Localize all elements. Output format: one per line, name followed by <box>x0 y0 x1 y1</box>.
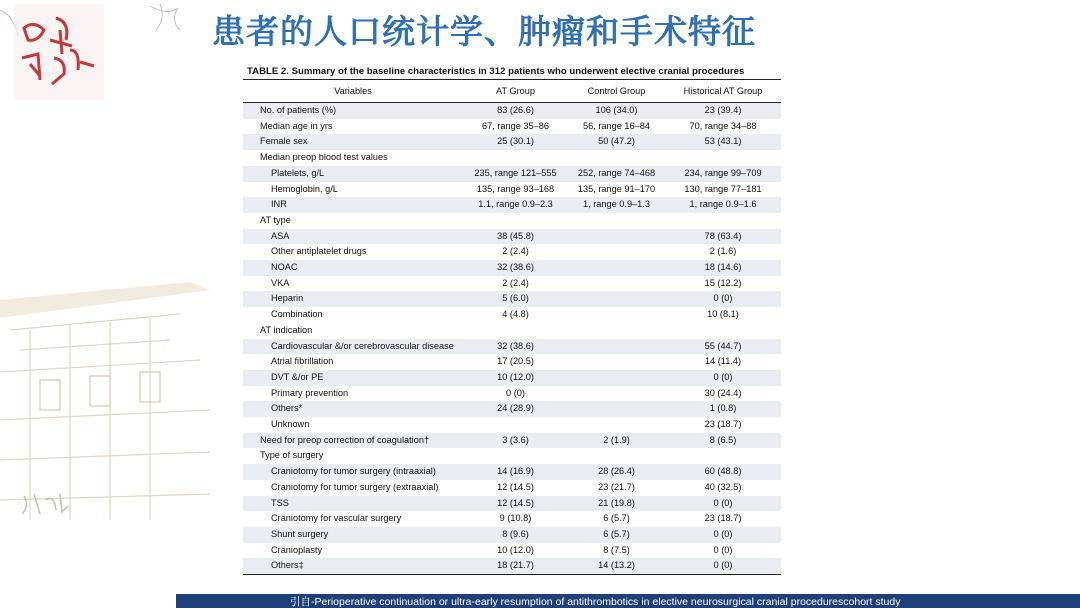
row-label: Others* <box>243 401 463 417</box>
cell-at-group: 8 (9.6) <box>463 527 568 543</box>
cell-historical-at-group: 60 (48.8) <box>665 464 781 480</box>
table-row <box>243 119 781 135</box>
row-label: Median age in yrs <box>260 120 333 131</box>
table-row <box>243 464 781 480</box>
cell-at-group: 135, range 93–168 <box>476 183 555 194</box>
cell-at-group: 25 (30.1) <box>463 134 568 150</box>
cell-control-group <box>568 307 665 323</box>
table-row <box>243 354 781 370</box>
cell-historical-at-group: 0 (0) <box>665 527 781 543</box>
cell-control-group <box>568 370 665 386</box>
table-body <box>243 103 781 575</box>
cell-control-group <box>568 150 665 166</box>
table-row <box>243 558 781 574</box>
row-label: VKA <box>271 277 290 288</box>
cell-control-group <box>568 229 665 245</box>
cell-control-group <box>568 260 665 276</box>
row-label: Cranioplasty <box>271 544 323 555</box>
cell-control-group <box>568 386 665 402</box>
table-row <box>243 229 781 245</box>
cell-control-group <box>568 417 665 433</box>
cell-historical-at-group <box>665 150 781 166</box>
row-label: NOAC <box>243 260 463 276</box>
row-label: Craniotomy for tumor surgery (extraaxial) <box>271 481 439 492</box>
slide-title: 患者的人口统计学、肿瘤和手术特征 <box>212 12 756 51</box>
table-row <box>243 323 781 339</box>
cell-at-group: 3 (3.6) <box>463 433 568 449</box>
cell-control-group <box>568 354 665 370</box>
row-label: Others‡ <box>243 558 463 574</box>
cell-at-group: 235, range 121–555 <box>463 166 568 182</box>
cell-control-group: 14 (13.2) <box>568 558 665 574</box>
table-row <box>243 166 781 182</box>
cell-control-group: 21 (19.8) <box>568 496 665 512</box>
cell-control-group: 8 (7.5) <box>603 544 630 555</box>
cell-historical-at-group: 1, range 0.9–1.6 <box>665 197 781 213</box>
cell-control-group <box>568 244 665 260</box>
cell-at-group: 32 (38.6) <box>463 260 568 276</box>
cell-control-group <box>568 323 665 339</box>
row-label: Female sex <box>243 134 463 150</box>
table-row <box>243 134 781 150</box>
row-label: AT type <box>260 214 291 225</box>
header-historical-at-group: Historical AT Group <box>665 80 781 103</box>
header-variables: Variables <box>243 80 463 103</box>
row-label: Atrial fibrillation <box>271 356 334 367</box>
table-row <box>243 417 781 433</box>
cell-control-group <box>568 339 665 355</box>
table-row <box>243 448 781 464</box>
pagoda-sketch-icon <box>0 282 210 520</box>
table-row <box>243 213 781 229</box>
cell-historical-at-group: 78 (63.4) <box>665 229 781 245</box>
table-row <box>243 150 781 166</box>
cell-at-group <box>463 150 568 166</box>
cell-historical-at-group: 30 (24.4) <box>704 387 742 398</box>
row-label: Other antiplatelet drugs <box>271 246 367 257</box>
cell-at-group: 2 (2.4) <box>502 277 529 288</box>
row-label: ASA <box>243 229 463 245</box>
baseline-characteristics-table <box>243 79 781 575</box>
cell-control-group: 6 (5.7) <box>603 513 630 524</box>
cell-control-group: 135, range 91–170 <box>577 183 656 194</box>
table-caption: TABLE 2. Summary of the baseline characteristics in 312 patients who underwent elective cranial procedures <box>247 66 745 77</box>
cell-at-group: 17 (20.5) <box>497 356 534 367</box>
table-row <box>243 260 781 276</box>
cell-historical-at-group <box>665 323 781 339</box>
cell-at-group: 83 (26.6) <box>463 103 568 119</box>
cell-historical-at-group: 23 (18.7) <box>704 513 742 524</box>
cell-control-group: 2 (1.9) <box>568 433 665 449</box>
table-row <box>243 433 781 449</box>
row-label: DVT &/or PE <box>243 370 463 386</box>
cell-at-group: 32 (38.6) <box>463 339 568 355</box>
row-label: Unknown <box>271 419 310 430</box>
cell-historical-at-group: 234, range 99–709 <box>665 166 781 182</box>
cell-at-group: 0 (0) <box>506 387 525 398</box>
cell-control-group <box>568 291 665 307</box>
row-label: Platelets, g/L <box>243 166 463 182</box>
calligraphy-text-icon <box>22 494 68 514</box>
row-label: Primary prevention <box>271 387 349 398</box>
cell-control-group: 56, range 16–84 <box>583 120 650 131</box>
cell-historical-at-group: 2 (1.6) <box>709 246 737 257</box>
cell-control-group <box>568 448 665 464</box>
calligraphy-seal-icon <box>14 4 104 100</box>
table-row <box>243 480 781 496</box>
cell-historical-at-group <box>665 213 781 229</box>
table-row <box>243 511 781 527</box>
cell-at-group: 10 (12.0) <box>497 544 534 555</box>
cell-historical-at-group: 70, range 34–88 <box>689 120 757 131</box>
cell-at-group: 14 (16.9) <box>463 464 568 480</box>
row-label: INR <box>243 197 463 213</box>
table-row <box>243 386 781 402</box>
cell-at-group: 2 (2.4) <box>502 246 529 257</box>
cell-control-group: 28 (26.4) <box>568 464 665 480</box>
cell-historical-at-group <box>665 448 781 464</box>
cell-historical-at-group: 1 (0.8) <box>665 401 781 417</box>
cell-control-group: 106 (34.0) <box>568 103 665 119</box>
cell-control-group: 23 (21.7) <box>598 481 635 492</box>
cell-at-group <box>463 448 568 464</box>
row-label: TSS <box>243 496 463 512</box>
table-row <box>243 244 781 260</box>
cell-historical-at-group: 0 (0) <box>665 558 781 574</box>
cell-historical-at-group: 55 (44.7) <box>665 339 781 355</box>
cell-historical-at-group: 0 (0) <box>665 496 781 512</box>
cell-historical-at-group: 14 (11.4) <box>704 356 742 367</box>
cell-at-group: 9 (10.8) <box>499 513 532 524</box>
cell-at-group <box>463 323 568 339</box>
cell-control-group <box>568 213 665 229</box>
row-label: Craniotomy for tumor surgery (intraaxial) <box>243 464 463 480</box>
table-row <box>243 182 781 198</box>
header-at-group: AT Group <box>463 80 568 103</box>
baseline-characteristics-table-card <box>243 59 783 580</box>
cell-at-group <box>463 417 568 433</box>
table-row <box>243 307 781 323</box>
header-control-group: Control Group <box>568 80 665 103</box>
table-row <box>243 401 781 417</box>
cell-historical-at-group: 0 (0) <box>665 370 781 386</box>
cell-control-group <box>568 401 665 417</box>
table-row <box>243 276 781 292</box>
cell-at-group: 38 (45.8) <box>463 229 568 245</box>
cell-at-group: 4 (4.8) <box>502 309 529 320</box>
table-row <box>243 197 781 213</box>
table-row <box>243 543 781 559</box>
cell-at-group: 1.1, range 0.9–2.3 <box>463 197 568 213</box>
cell-historical-at-group: 23 (39.4) <box>665 103 781 119</box>
cell-historical-at-group: 130, range 77–181 <box>684 183 762 194</box>
cell-historical-at-group: 18 (14.6) <box>665 260 781 276</box>
cell-control-group: 1, range 0.9–1.3 <box>568 197 665 213</box>
table-row <box>243 527 781 543</box>
table-row <box>243 103 781 119</box>
cell-at-group: 5 (6.0) <box>463 291 568 307</box>
table-row <box>243 291 781 307</box>
cell-at-group: 12 (14.5) <box>497 481 534 492</box>
table-row <box>243 339 781 355</box>
row-label: AT indication <box>260 324 313 335</box>
row-label: Need for preop correction of coagulation† <box>243 433 463 449</box>
cell-at-group: 18 (21.7) <box>463 558 568 574</box>
row-label: Heparin <box>243 291 463 307</box>
cell-historical-at-group: 15 (12.2) <box>704 277 742 288</box>
table-row <box>243 496 781 512</box>
footer-citation: 引自-Perioperative continuation or ultra-early resumption of antithrombotics in elective neurosurgical cranial procedurescohort study <box>290 596 901 608</box>
cell-historical-at-group: 10 (8.1) <box>707 309 739 320</box>
cell-at-group <box>463 213 568 229</box>
cell-control-group: 6 (5.7) <box>568 527 665 543</box>
row-label: Craniotomy for vascular surgery <box>271 513 402 524</box>
cell-at-group: 24 (28.9) <box>463 401 568 417</box>
cell-historical-at-group: 40 (32.5) <box>704 481 742 492</box>
cell-at-group: 67, range 35–86 <box>482 120 549 131</box>
table-row <box>243 370 781 386</box>
cell-control-group <box>568 276 665 292</box>
cell-control-group: 50 (47.2) <box>568 134 665 150</box>
cell-historical-at-group: 23 (18.7) <box>704 419 742 430</box>
row-label: No. of patients (%) <box>243 103 463 119</box>
row-label: Type of surgery <box>260 450 324 461</box>
table-header-row <box>243 80 781 103</box>
row-label: Shunt surgery <box>243 527 463 543</box>
row-label: Median preop blood test values <box>260 152 388 163</box>
cell-historical-at-group: 53 (43.1) <box>665 134 781 150</box>
cell-control-group: 252, range 74–468 <box>568 166 665 182</box>
row-label: Hemoglobin, g/L <box>271 183 338 194</box>
cell-historical-at-group: 8 (6.5) <box>665 433 781 449</box>
row-label: Cardiovascular &/or cerebrovascular disease <box>243 339 463 355</box>
cell-at-group: 10 (12.0) <box>463 370 568 386</box>
cell-at-group: 12 (14.5) <box>463 496 568 512</box>
cell-historical-at-group: 0 (0) <box>665 291 781 307</box>
row-label: Combination <box>271 309 323 320</box>
cell-historical-at-group: 0 (0) <box>713 544 733 555</box>
